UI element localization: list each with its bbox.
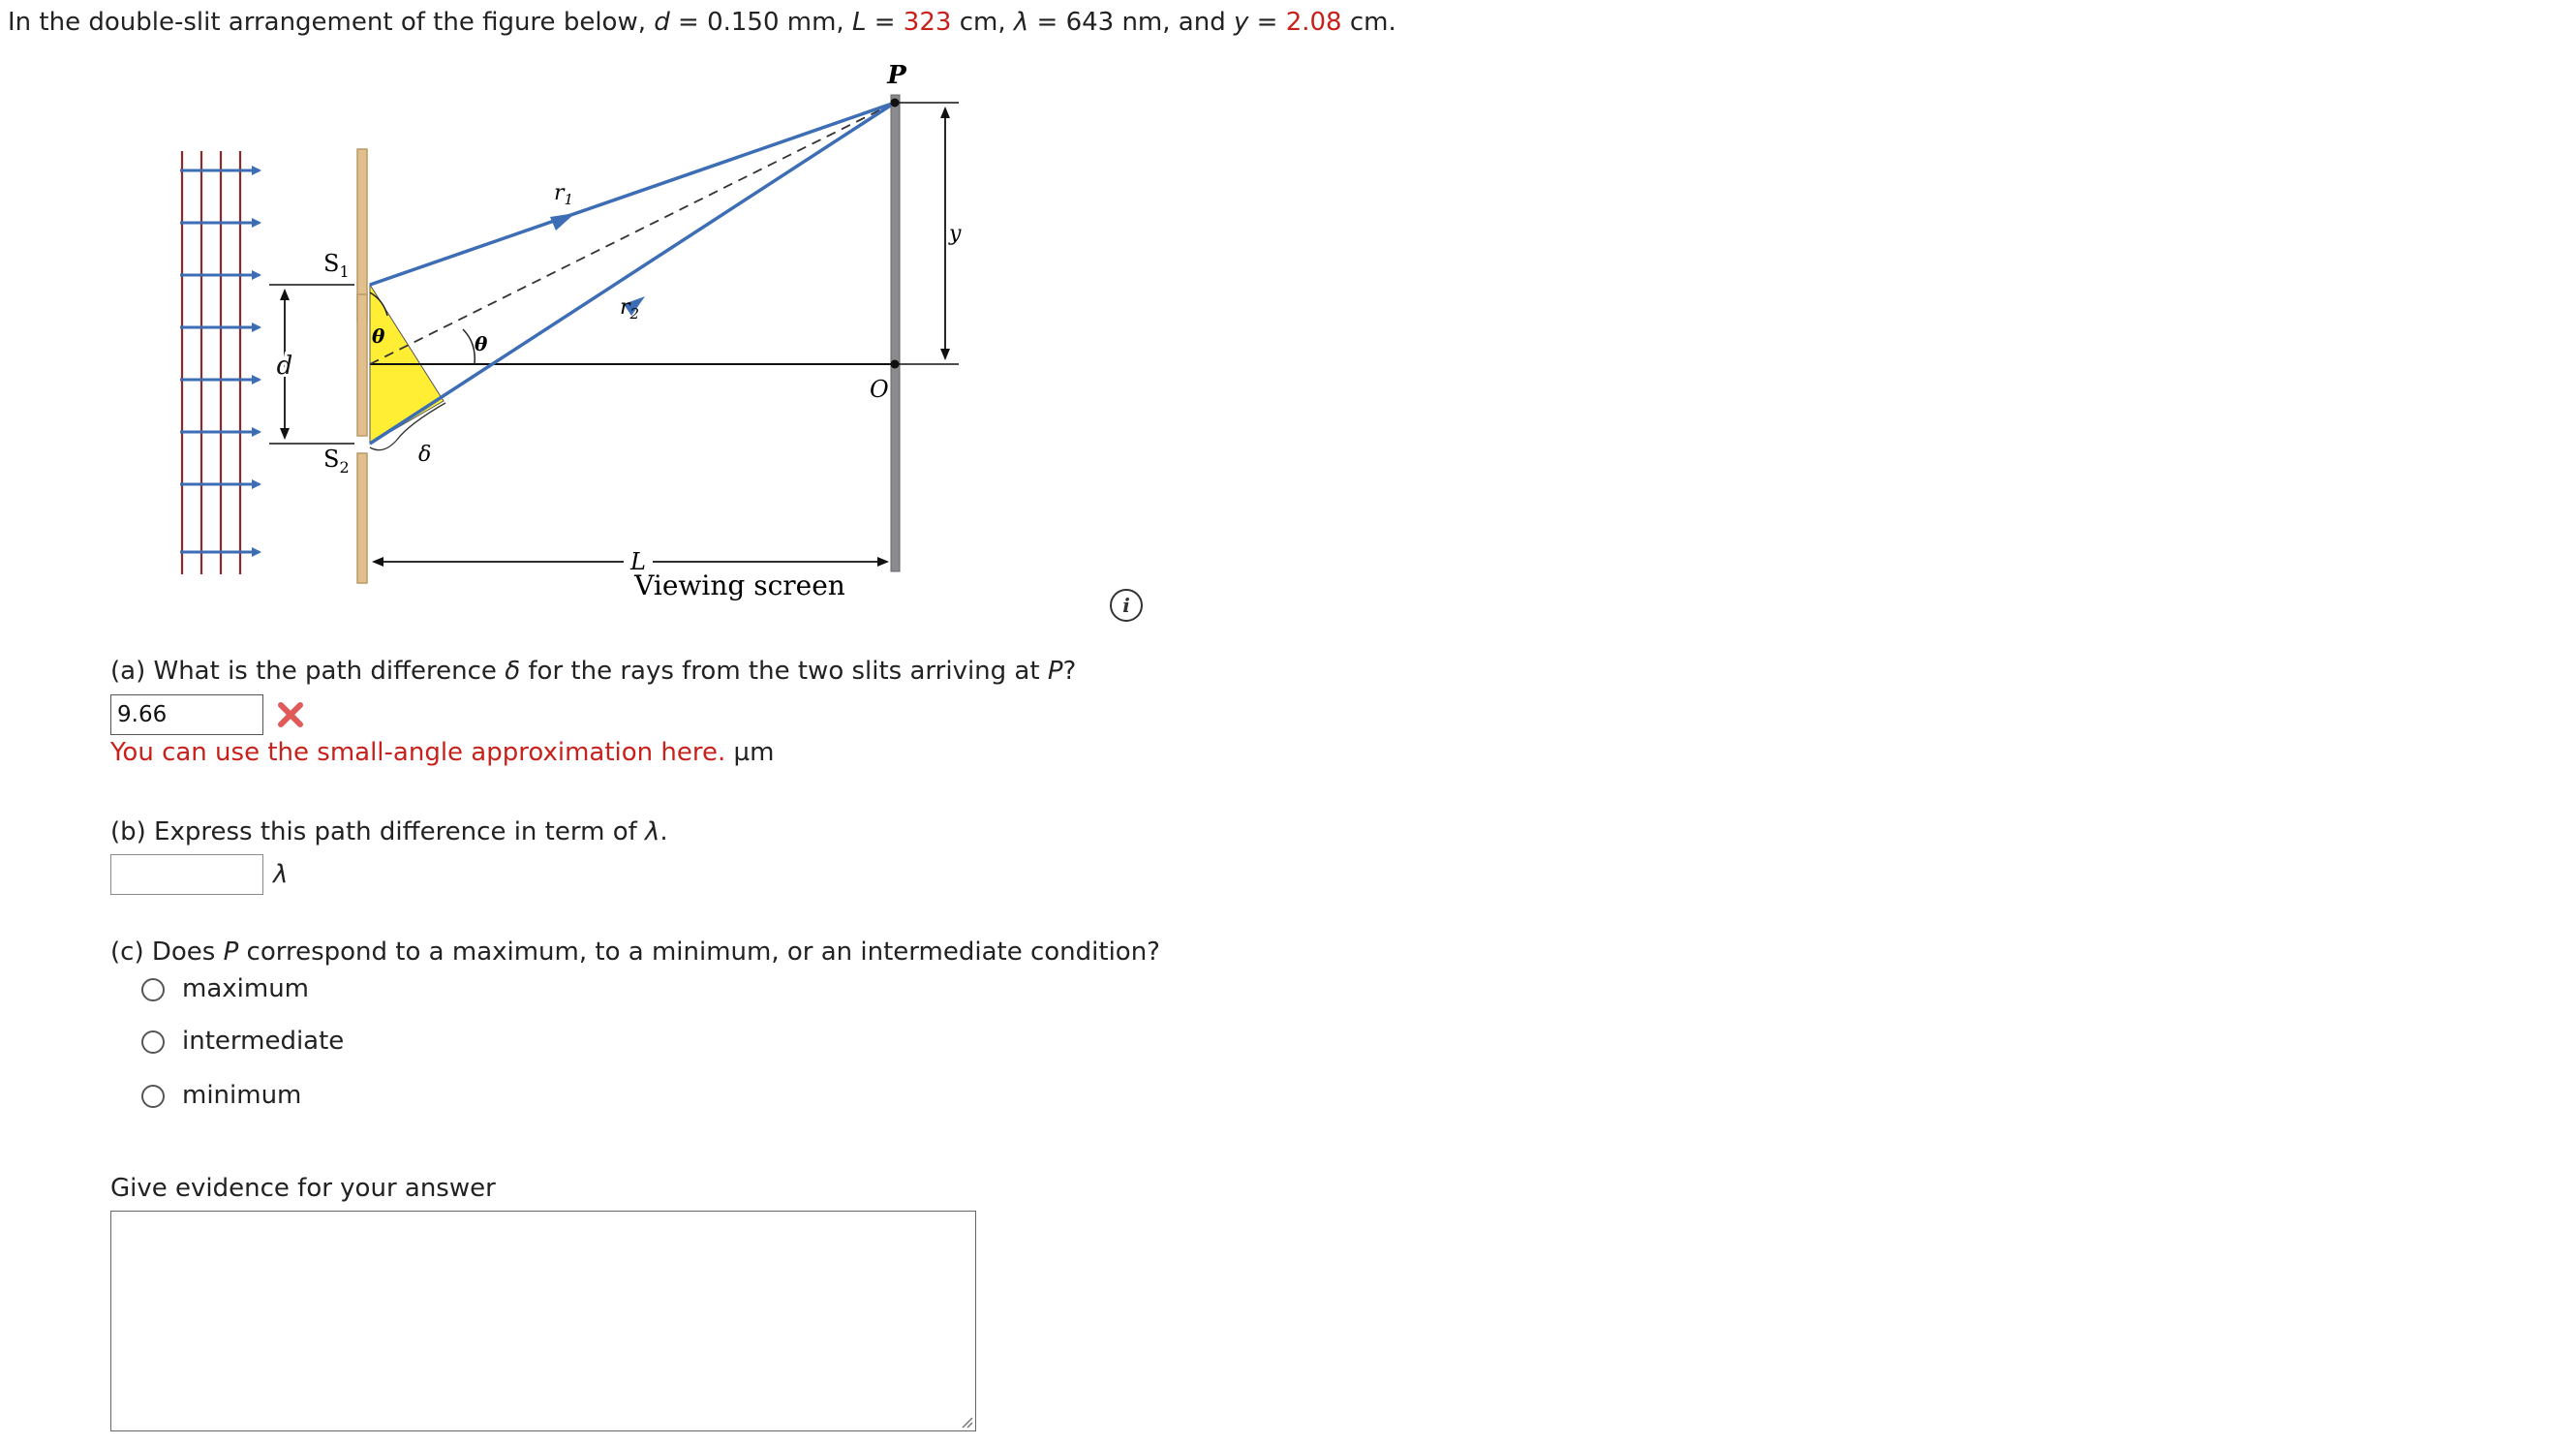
label-r2: $r_2$ [620,295,640,323]
label-delta: δ [418,443,432,467]
resize-handle-icon[interactable] [960,1415,973,1429]
label-L: L [630,548,646,575]
evidence-label: Give evidence for your answer [110,1174,496,1203]
radio-label-intermediate: intermediate [182,1027,345,1056]
evidence-textarea[interactable] [110,1211,976,1431]
info-icon[interactable]: i [1110,589,1143,622]
part-a-feedback: You can use the small-angle approximation here. [110,738,726,767]
label-d: d [276,352,293,381]
part-b-answer-input[interactable] [110,854,263,895]
x-mark-icon [275,699,306,730]
var-L: L [851,8,867,37]
viewing-screen [891,95,900,571]
ray-r1-arrow [550,213,575,231]
label-r1: $r_1$ [554,181,574,208]
label-S1: $S_1$ [323,250,350,281]
part-a-answer-input[interactable] [110,694,263,735]
part-b-unit: λ [273,860,289,889]
radio-label-minimum: minimum [182,1081,302,1110]
ray-r2 [370,103,895,444]
var-y: y [1233,8,1249,37]
theta-arc-center [463,329,475,364]
slit-barrier [357,149,367,583]
wavefront-lines [182,151,240,574]
problem-statement: In the double-slit arrangement of the figure below, d = 0.150 mm, L = 323 cm, λ = 643 nm, and y = 2.08 cm. [8,8,1396,37]
label-S2: $S_2$ [323,446,350,477]
part-a-question: (a) What is the path difference δ for the rays from the two slits arriving at P? [110,657,1077,686]
label-O: O [870,376,889,403]
radio-label-maximum: maximum [182,974,310,1003]
label-theta-slit: θ [372,324,385,348]
label-theta-center: θ [475,332,488,355]
part-a-feedback-row [110,736,774,769]
var-lambda: λ [1013,8,1029,37]
L-value: 323 [903,8,952,37]
ray-r1 [370,103,895,285]
part-b-question: (b) Express this path difference in term of λ. [110,817,668,846]
label-P: P [887,61,906,90]
y-value: 2.08 [1285,8,1342,37]
part-c-question: (c) Does P correspond to a maximum, to a minimum, or an intermediate condition? [110,938,1160,967]
label-y: y [949,222,962,246]
var-d: d [654,8,670,37]
radio-minimum[interactable] [141,1085,165,1108]
double-slit-figure [155,56,988,618]
label-viewing-screen: Viewing screen [634,569,845,601]
radio-maximum[interactable] [141,978,165,1001]
part-a-unit: µm [733,738,775,767]
radio-intermediate[interactable] [141,1030,165,1054]
dashed-center-ray [370,103,895,364]
